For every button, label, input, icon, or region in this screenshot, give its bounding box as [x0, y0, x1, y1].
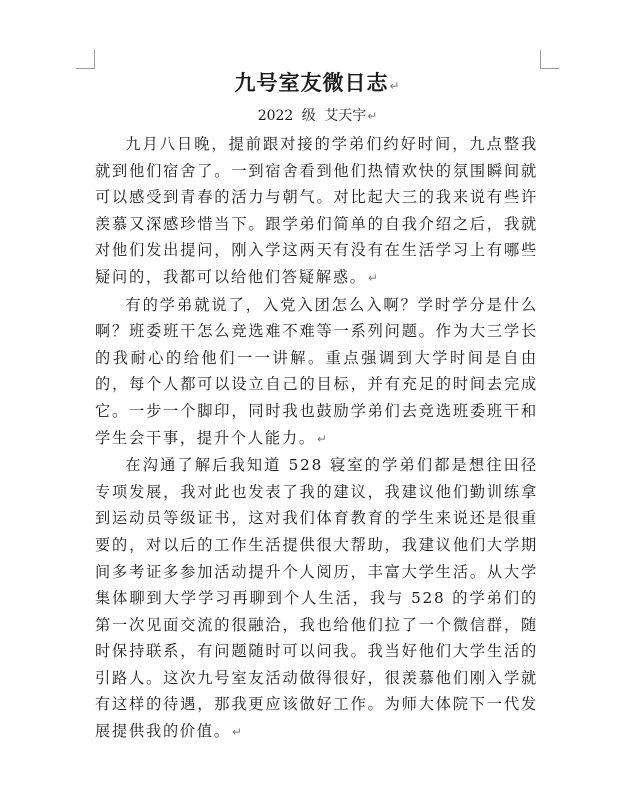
- body-paragraph[interactable]: [95, 292, 538, 453]
- paragraph-mark-icon: ↵: [316, 431, 329, 446]
- document-title-line[interactable]: [0, 68, 635, 101]
- paragraph-text: 九月八日晚，提前跟对接的学弟们约好时间，九点整我就到他们宿舍了。一到宿舍看到他们热情欢快的氛围瞬间就可以感受到青春的活力与朝气。对比起大三的我来说有些许羡慕又深感珍惜当下。跟学弟们简单的自我介绍之后，我就对他们发出提问，刚入学这两天有没有在生活学习上有哪些疑问的，我都可以给他们答疑解惑。: [95, 135, 538, 286]
- paragraph-mark-icon: ↵: [367, 270, 380, 285]
- document-title: 九号室友微日志: [234, 70, 389, 95]
- crop-mark-top-right: [540, 50, 559, 69]
- author-byline-line[interactable]: [0, 106, 635, 126]
- paragraph-mark-icon: ↵: [389, 79, 401, 93]
- paragraph-text: 有的学弟就说了，入党入团怎么入啊？学时学分是什么啊？班委班干怎么竞选难不难等一系列问题。作为大三学长的我耐心的给他们一一讲解。重点强调到大学时间是自由的，每个人都可以设立自己的目标，并有充足的时间去完成它。一步一个脚印，同时我也鼓励学弟们去竞选班委班干和学生会干事，提升个人能力。: [95, 295, 538, 447]
- crop-mark-top-left: [76, 50, 95, 69]
- paragraph-text: 在沟通了解后我知道 528 寝室的学弟们都是想往田径专项发展，我对此也发表了我的建议，我建议他们勤训练拿到运动员等级证书，这对我们体育教育的学生来说还是很重要的，对以后的工作生活提供很大帮助，我建议他们大学期间多考证多参加活动提升个人阅历，丰富大学生活。从大学集体聊到大学学习再聊到个人生活，我与 528 的学弟们的第一次见面交流的很融洽，我也给他们拉了一个微信群，随时保持联系，有问题随时可以问我。我当好他们大学生活的引路人。这次九号室友活动做得很好，很羡慕他们刚入学就有这样的待遇，那我更应该做好工作。为师大体院下一代发展提供我的价值。: [95, 456, 538, 741]
- document-body[interactable]: [95, 131, 538, 746]
- body-paragraph[interactable]: [95, 131, 538, 292]
- body-paragraph[interactable]: [95, 452, 538, 746]
- paragraph-mark-icon: ↵: [231, 725, 244, 740]
- paragraph-mark-icon: ↵: [367, 109, 378, 123]
- author-byline: 2022 级 艾天宇: [257, 108, 367, 124]
